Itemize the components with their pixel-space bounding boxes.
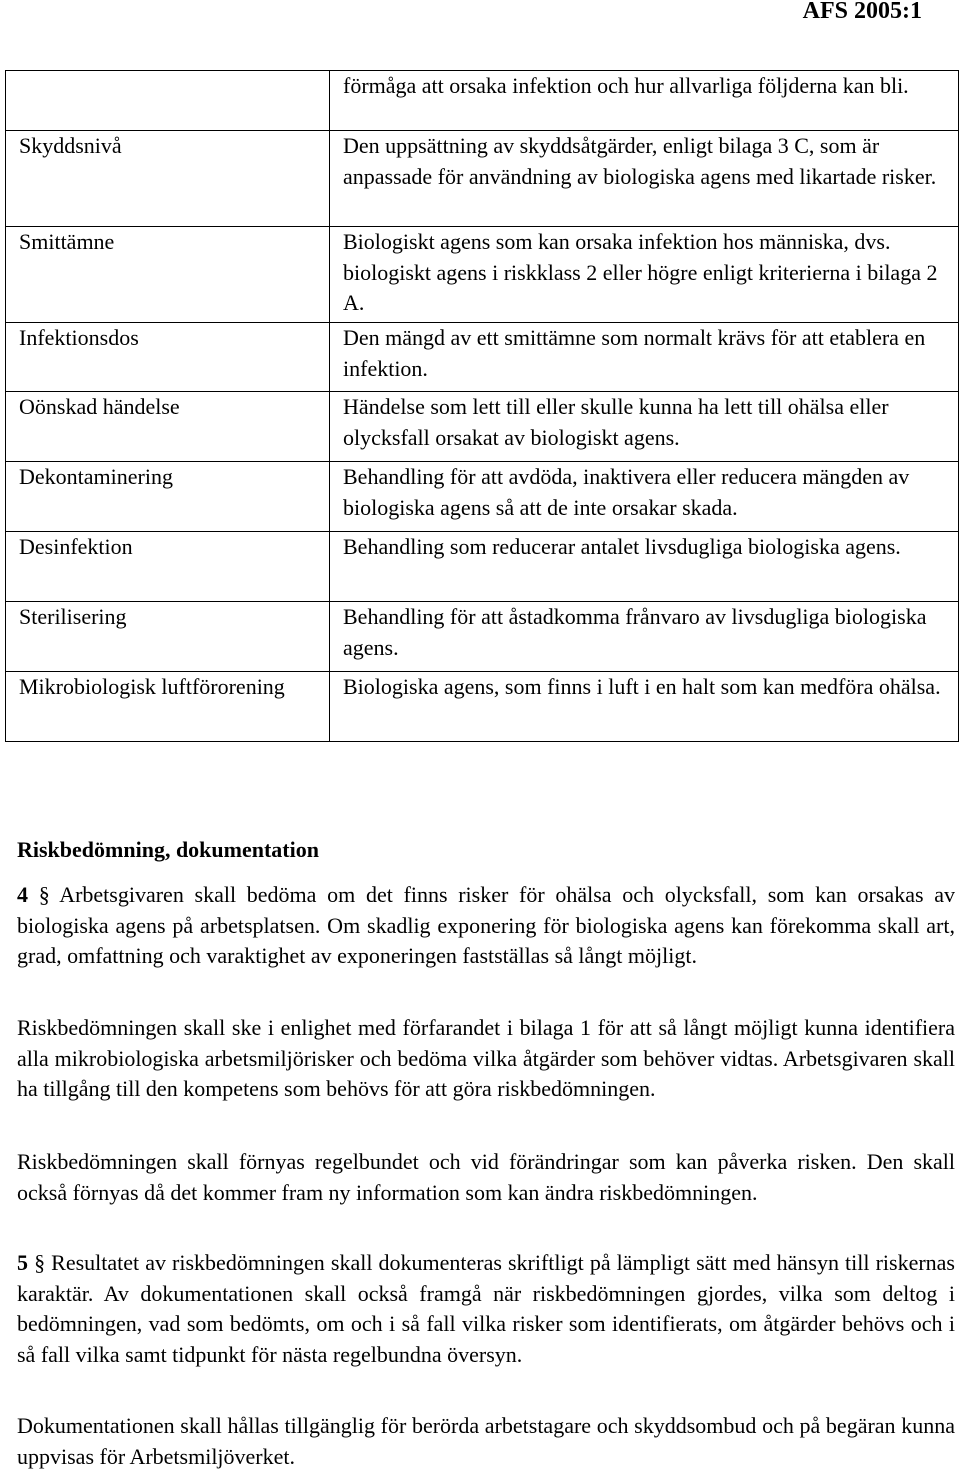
definition-text: Behandling för att åstadkomma frånvaro av livsdugliga biologiska agens. (330, 602, 959, 672)
definition-term: Dekontaminering (6, 462, 330, 532)
definition-row (6, 227, 959, 323)
definition-term: Oönskad händelse (6, 392, 330, 462)
definition-text: Händelse som lett till eller skulle kunna ha lett till ohälsa eller olycksfall orsakat av biologiskt agens. (330, 392, 959, 462)
definition-row (6, 532, 959, 602)
definition-text: Den mängd av ett smittämne som normalt krävs för att etablera en infektion. (330, 323, 959, 392)
definitions-table (5, 70, 959, 742)
definition-row (6, 672, 959, 742)
definition-text: Biologiskt agens som kan orsaka infektion hos människa, dvs. biologiskt agens i riskklass 2 eller högre enligt kriterierna i bilaga 2 A. (330, 227, 959, 323)
definition-row (6, 462, 959, 532)
definition-row (6, 131, 959, 227)
definition-row (6, 602, 959, 672)
paragraph-4 (17, 880, 955, 972)
section-sign: § (38, 882, 50, 907)
section-heading: Riskbedömning, dokumentation (17, 837, 319, 862)
definition-row (6, 392, 959, 462)
paragraph-text: Arbetsgivaren skall bedöma om det finns risker för ohälsa och olycksfall, som kan orsakas av biologiska agens på arbetsplatsen. Om skadlig exponering för biologiska agens kan förekomma skall art, grad, omfattning och varaktighet av exponeringen fastställas så långt möjligt. (17, 882, 955, 968)
definition-term: Desinfektion (6, 532, 330, 602)
paragraph: Dokumentationen skall hållas tillgänglig för berörda arbetstagare och skyddsombud och på begäran kunna uppvisas för Arbetsmiljöverket. (17, 1413, 955, 1469)
paragraph: Riskbedömningen skall ske i enlighet med förfarandet i bilaga 1 för att så långt möjligt kunna identifiera alla mikrobiologiska arbetsmiljörisker och bedöma vilka åtgärder som behöver vidtas. Arbetsgivaren skall ha tillgång till den kompetens som behövs för att göra riskbedömningen. (17, 1015, 955, 1101)
section-sign: § (34, 1250, 46, 1275)
paragraph-text: Resultatet av riskbedömningen skall dokumenteras skriftligt på lämpligt sätt med hänsyn till riskernas karaktär. Av dokumentationen skall också framgå när riskbedömningen gjordes, vilka som deltog i bedömningen, vad som bedömts, om och i så fall vilka risker som identifierats, om åtgärder behövs och i så fall vilka samt tidpunkt för nästa regelbundna översyn. (17, 1250, 955, 1367)
definition-text: Behandling som reducerar antalet livsdugliga biologiska agens. (330, 532, 959, 602)
definition-text: Den uppsättning av skyddsåtgärder, enligt bilaga 3 C, som är anpassade för användning av biologiska agens med likartade risker. (330, 131, 959, 227)
definition-term (6, 71, 330, 131)
definition-text: Behandling för att avdöda, inaktivera eller reducera mängden av biologiska agens så att de inte orsakar skada. (330, 462, 959, 532)
definition-term: Infektionsdos (6, 323, 330, 392)
definition-term: Smittämne (6, 227, 330, 323)
definition-term: Mikrobiologisk luftförorening (6, 672, 330, 742)
definition-term: Skyddsnivå (6, 131, 330, 227)
document-code: AFS 2005:1 (802, 0, 922, 24)
definition-text: Biologiska agens, som finns i luft i en halt som kan medföra ohälsa. (330, 672, 959, 742)
paragraph-5 (17, 1248, 955, 1370)
paragraph-number: 4 (17, 882, 28, 907)
paragraph-number: 5 (17, 1250, 28, 1275)
definition-term: Sterilisering (6, 602, 330, 672)
paragraph: Riskbedömningen skall förnyas regelbundet och vid förändringar som kan påverka risken. Den skall också förnyas då det kommer fram ny information som kan ändra riskbedömningen. (17, 1149, 955, 1205)
definition-row (6, 323, 959, 392)
definition-row (6, 71, 959, 131)
definition-text: förmåga att orsaka infektion och hur allvarliga följderna kan bli. (330, 71, 959, 131)
